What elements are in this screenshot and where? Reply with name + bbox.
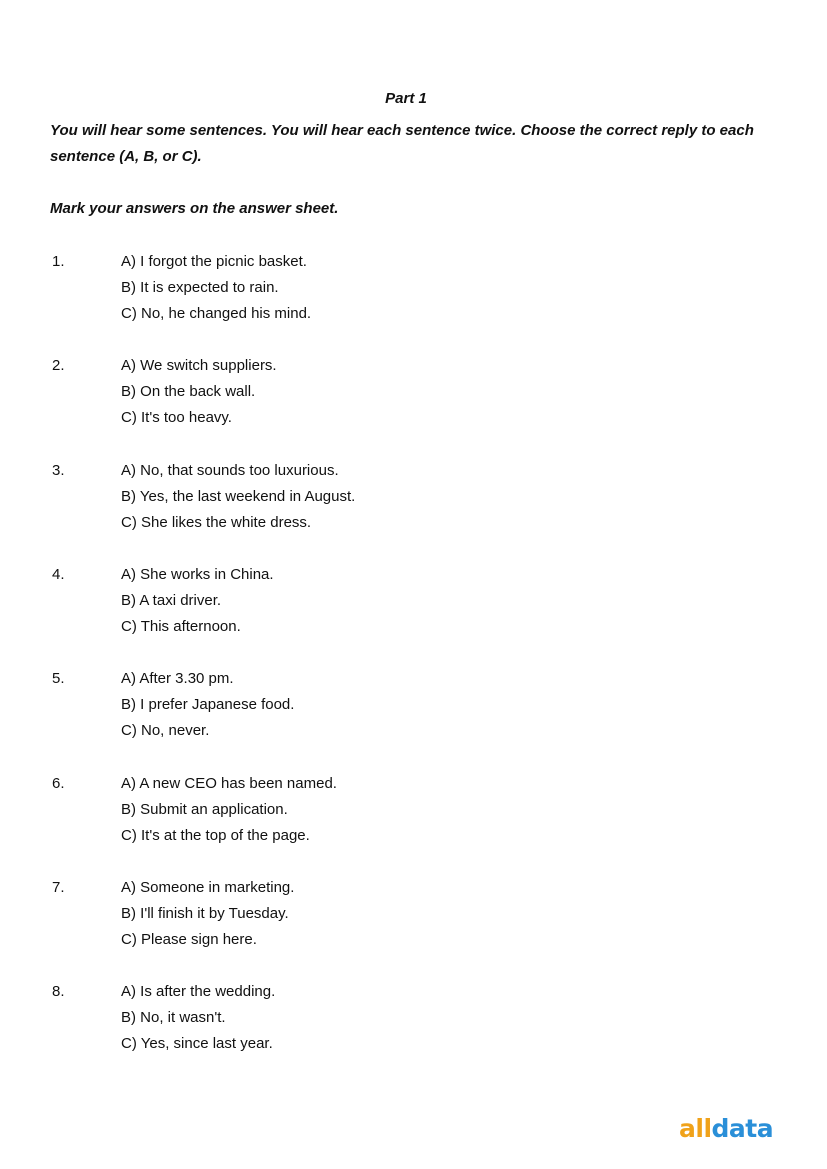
answer-option: C) It's too heavy. bbox=[121, 409, 232, 427]
instructions: You will hear some sentences. You will hear each sentence twice. Choose the correct reply to each sentence (A, B, or C). bbox=[50, 122, 754, 165]
options bbox=[121, 670, 294, 748]
alldata-logo bbox=[679, 1114, 773, 1143]
answer-option: A) No, that sounds too luxurious. bbox=[121, 461, 339, 479]
options bbox=[121, 879, 294, 957]
answer-option: C) Yes, since last year. bbox=[121, 1035, 273, 1053]
options bbox=[121, 983, 275, 1061]
page-title: Part 1 bbox=[385, 90, 427, 107]
options bbox=[121, 357, 277, 435]
answer-option: A) Someone in marketing. bbox=[121, 878, 295, 896]
question-number: 2. bbox=[52, 357, 65, 375]
answer-option: B) I prefer Japanese food. bbox=[121, 696, 295, 714]
question-number: 3. bbox=[52, 461, 65, 479]
answer-option: A) Is after the wedding. bbox=[121, 983, 276, 1001]
answer-option: B) Submit an application. bbox=[121, 800, 288, 818]
answer-option: C) This afternoon. bbox=[121, 617, 241, 635]
answer-option: A) A new CEO has been named. bbox=[121, 774, 337, 792]
answer-option: C) It's at the top of the page. bbox=[121, 826, 310, 844]
question-number: 6. bbox=[52, 774, 65, 792]
options bbox=[121, 566, 274, 644]
answer-option: C) Please sign here. bbox=[121, 930, 257, 948]
question-number: 5. bbox=[52, 670, 65, 688]
answer-option: C) She likes the white dress. bbox=[121, 513, 312, 531]
answer-option: A) I forgot the picnic basket. bbox=[121, 253, 307, 270]
answer-option: A) We switch suppliers. bbox=[121, 357, 277, 375]
logo-text-data: data bbox=[711, 1114, 774, 1143]
answer-option: B) No, it wasn't. bbox=[121, 1009, 226, 1027]
answer-option: C) No, never. bbox=[121, 722, 210, 740]
answer-option: B) A taxi driver. bbox=[121, 591, 222, 609]
answer-option: B) On the back wall. bbox=[121, 383, 256, 401]
answer-option: B) Yes, the last weekend in August. bbox=[121, 487, 356, 505]
answer-option: B) It is expected to rain. bbox=[121, 279, 279, 296]
answer-option: A) After 3.30 pm. bbox=[121, 670, 234, 688]
options bbox=[121, 462, 355, 540]
options bbox=[121, 775, 337, 853]
mark-note: Mark your answers on the answer sheet. bbox=[50, 200, 339, 217]
answer-option: C) No, he changed his mind. bbox=[121, 305, 312, 322]
question-number: 1. bbox=[52, 253, 65, 270]
logo-text-all: all bbox=[679, 1114, 712, 1143]
answer-option: A) She works in China. bbox=[121, 565, 274, 583]
question-number: 4. bbox=[52, 565, 65, 583]
answer-option: B) I'll finish it by Tuesday. bbox=[121, 904, 289, 922]
question-number: 8. bbox=[52, 983, 65, 1001]
question-number: 7. bbox=[52, 878, 65, 896]
options bbox=[121, 253, 311, 331]
